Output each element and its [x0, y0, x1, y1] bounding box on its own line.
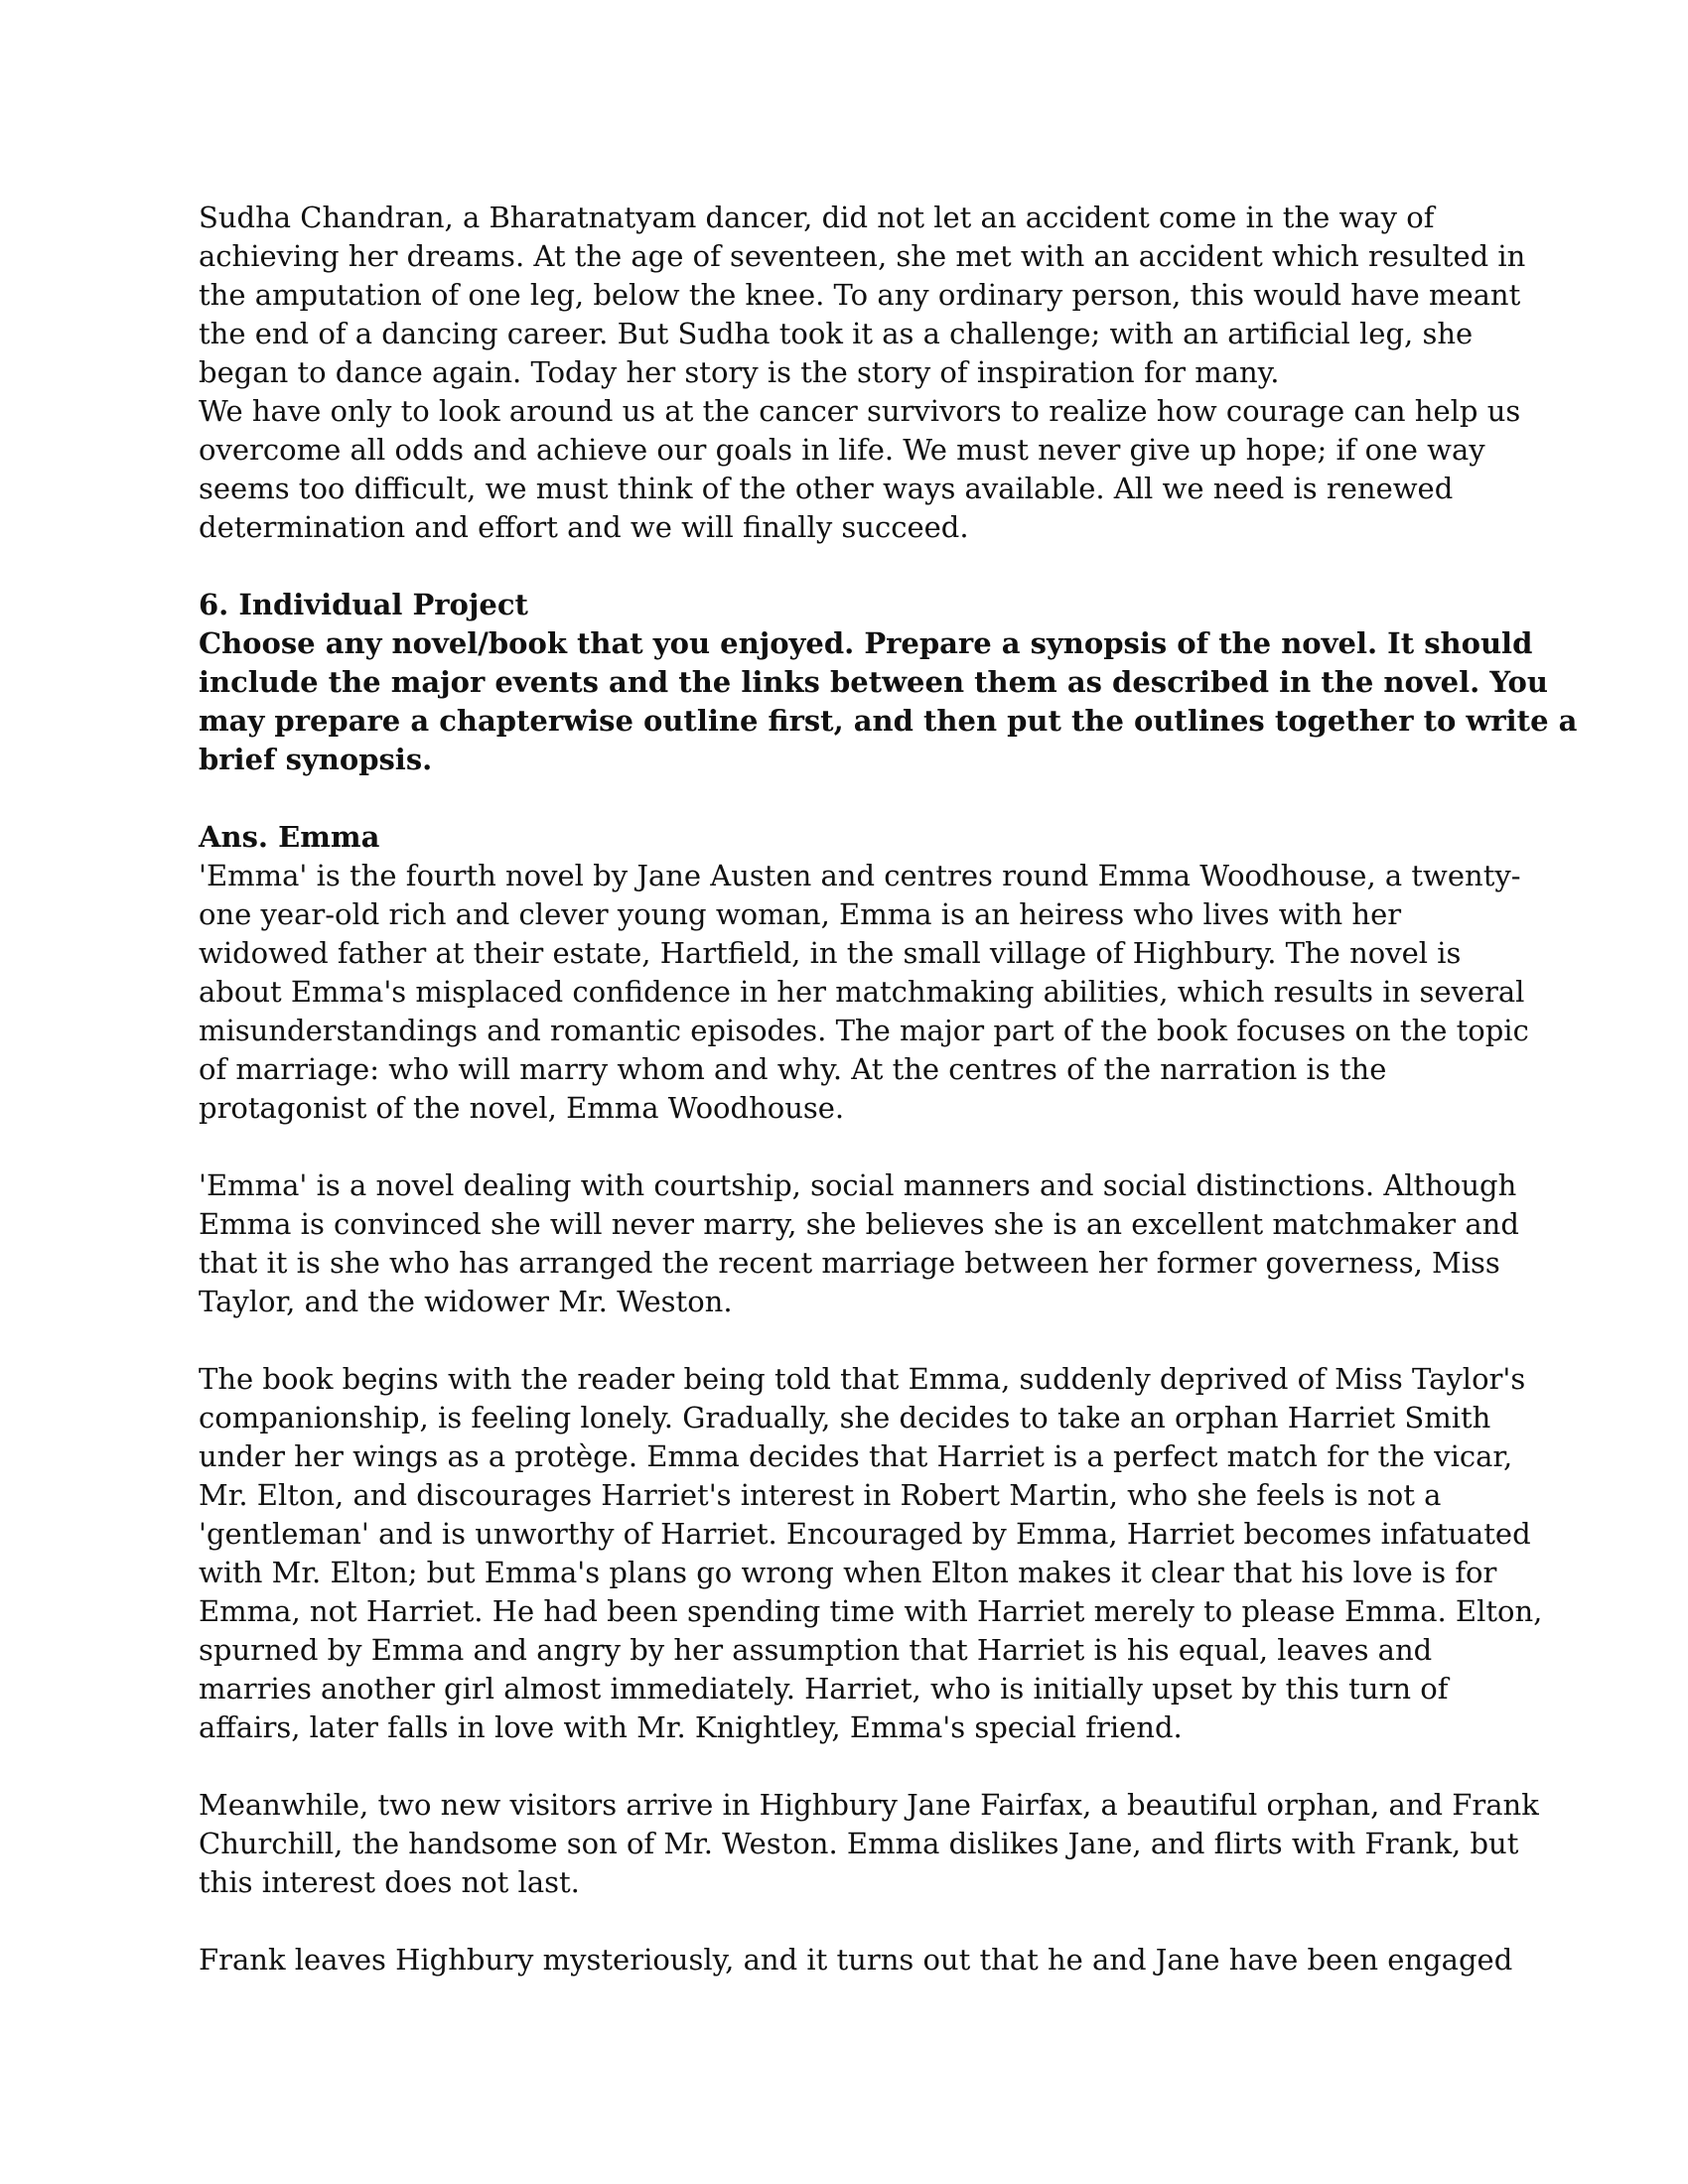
text-line: Emma is convinced she will never marry, she believes she is an excellent matchmaker and [199, 1207, 1519, 1241]
text-line: Taylor, and the widower Mr. Weston. [199, 1285, 733, 1318]
text-line: Sudha Chandran, a Bharatnatyam dancer, did not let an accident come in the way of [199, 201, 1435, 234]
page-content [199, 199, 1578, 1979]
paragraph-visitors [199, 1786, 1539, 1902]
paragraph-frank [199, 1941, 1513, 1979]
text-line: 'Emma' is a novel dealing with courtship, social manners and social distinctions. Although [199, 1168, 1517, 1202]
blank-line [199, 547, 1499, 586]
text-line: affairs, later falls in love with Mr. Knightley, Emma's special friend. [199, 1710, 1183, 1744]
text-line: with Mr. Elton; but Emma's plans go wrong when Elton makes it clear that his love is for [199, 1556, 1497, 1589]
section-heading: 6. Individual Project [199, 588, 528, 621]
text-line: seems too difficult, we must think of the other ways available. All we need is renewed [199, 472, 1454, 505]
text-line: 'gentleman' and is unworthy of Harriet. Encouraged by Emma, Harriet becomes infatuated [199, 1517, 1531, 1551]
text-line: overcome all odds and achieve our goals in life. We must never give up hope; if one way [199, 433, 1485, 467]
text-line: spurned by Emma and angry by her assumption that Harriet is his equal, leaves and [199, 1633, 1433, 1667]
text-line: achieving her dreams. At the age of seventeen, she met with an accident which resulted in [199, 239, 1526, 273]
text-line: of marriage: who will marry whom and why. At the centres of the narration is the [199, 1052, 1387, 1086]
paragraph-intro [199, 857, 1529, 1128]
text-line: We have only to look around us at the cancer survivors to realize how courage can help us [199, 394, 1521, 428]
text-line: protagonist of the novel, Emma Woodhouse. [199, 1091, 845, 1125]
paragraph-courtship [199, 1166, 1519, 1321]
question-line: Choose any novel/book that you enjoyed. Prepare a synopsis of the novel. It should [199, 626, 1533, 660]
text-line: Churchill, the handsome son of Mr. Weston. Emma dislikes Jane, and flirts with Frank, but [199, 1827, 1519, 1860]
text-line: 'Emma' is the fourth novel by Jane Austen and centres round Emma Woodhouse, a twenty- [199, 859, 1521, 892]
text-line: widowed father at their estate, Hartfield, in the small village of Highbury. The novel is [199, 936, 1462, 970]
answer-heading: Ans. Emma [199, 820, 380, 854]
text-line: Mr. Elton, and discourages Harriet's interest in Robert Martin, who she feels is not a [199, 1478, 1442, 1512]
paragraph-harriet [199, 1360, 1543, 1747]
text-line: Emma, not Harriet. He had been spending time with Harriet merely to please Emma. Elton, [199, 1594, 1543, 1628]
text-line: companionship, is feeling lonely. Gradually, she decides to take an orphan Harriet Smith [199, 1401, 1491, 1434]
text-line: determination and effort and we will finally succeed. [199, 510, 969, 544]
blank-line [199, 1902, 1499, 1941]
text-line: Meanwhile, two new visitors arrive in Highbury Jane Fairfax, a beautiful orphan, and Frank [199, 1788, 1539, 1822]
text-line: The book begins with the reader being told that Emma, suddenly deprived of Miss Taylor's [199, 1362, 1526, 1396]
paragraph-sudha [199, 199, 1526, 392]
question-line: include the major events and the links between them as described in the novel. You [199, 665, 1548, 699]
blank-line [199, 1321, 1499, 1360]
blank-line [199, 1747, 1499, 1786]
question-line: brief synopsis. [199, 743, 433, 776]
text-line: that it is she who has arranged the recent marriage between her former governess, Miss [199, 1246, 1500, 1280]
paragraph-courage [199, 392, 1521, 547]
text-line: began to dance again. Today her story is the story of inspiration for many. [199, 355, 1280, 389]
text-line: the amputation of one leg, below the knee. To any ordinary person, this would have meant [199, 278, 1521, 312]
question-line: may prepare a chapterwise outline first, and then put the outlines together to write a [199, 704, 1578, 738]
text-line: misunderstandings and romantic episodes. The major part of the book focuses on the topic [199, 1014, 1529, 1047]
text-line: about Emma's misplaced confidence in her matchmaking abilities, which results in several [199, 975, 1525, 1009]
blank-line [199, 1128, 1499, 1166]
text-line: under her wings as a protège. Emma decides that Harriet is a perfect match for the vicar, [199, 1439, 1513, 1473]
blank-line [199, 779, 1499, 818]
text-line: marries another girl almost immediately. Harriet, who is initially upset by this turn of [199, 1672, 1449, 1706]
project-question [199, 624, 1578, 779]
text-line: this interest does not last. [199, 1865, 580, 1899]
text-line: the end of a dancing career. But Sudha took it as a challenge; with an artificial leg, she [199, 317, 1474, 350]
text-line: one year-old rich and clever young woman, Emma is an heiress who lives with her [199, 897, 1402, 931]
text-line: Frank leaves Highbury mysteriously, and it turns out that he and Jane have been engaged [199, 1943, 1513, 1977]
